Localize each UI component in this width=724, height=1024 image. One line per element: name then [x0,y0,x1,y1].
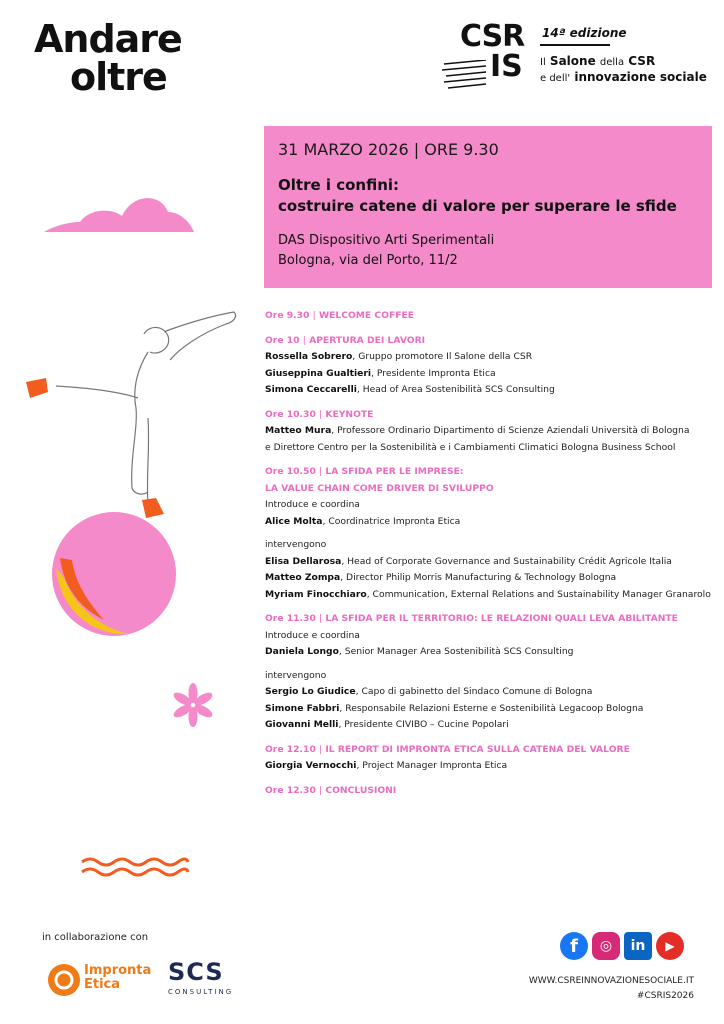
moderator-role: , Coordinatrice Impronta Etica [322,515,461,527]
speakers-label: intervengono [265,539,327,550]
speakers-label: intervengono [265,669,327,681]
social-icons [560,932,684,960]
speaker-role: , Presidente CIVIBO – Cucine Popolari [338,719,509,730]
speaker-role: , Head of Corporate Governance and Sustainability Crédit Agricole Italia [341,555,672,567]
section-time: Ore 11.30 [265,613,316,624]
venue-line2: Bologna, via del Porto, 11/2 [278,253,458,268]
speaker-row [265,570,715,587]
pink-cloud-icon [40,188,196,236]
event-header-box [264,126,712,288]
speaker-name: Giorgia Vernocchi [265,760,357,771]
salone-il: Il [540,57,546,68]
salone-line1 [540,54,655,68]
brand-title [34,17,182,99]
scs-subtitle: CONSULTING [168,988,234,996]
moderator-name: Daniela Longo [265,646,339,657]
speaker-name: Elisa Dellarosa [265,555,342,567]
section-time: Ore 10.50 [265,466,316,477]
section-title: APERTURA DEI LAVORI [309,334,426,346]
speaker-role: , Director Philip Morris Manufacturing & Technology Bologna [340,572,617,583]
speaker-name: Giuseppina Gualtieri [265,367,372,379]
moderator-name: Alice Molta [265,515,323,527]
speaker-role: , Gruppo promotore Il Salone della CSR [352,351,533,362]
agenda-section-heading [265,742,715,759]
brand-title-line2: oltre [70,55,167,99]
speaker-row [265,366,715,383]
youtube-icon[interactable]: ▶ [656,932,684,960]
instagram-icon[interactable]: ◎ [592,932,620,960]
agenda-section-heading [265,464,715,481]
speaker-role: , Project Manager Impronta Etica [356,760,508,771]
speaker-name: Simona Ceccarelli [265,384,357,395]
moderator-label: Introduce e coordina [265,499,360,510]
speaker-row [265,684,715,701]
section-title: LA SFIDA PER IL TERRITORIO: LE RELAZIONI QUALI LEVA ABILITANTE [325,613,678,624]
section-time: Ore 12.30 [265,784,316,796]
section-title: WELCOME COFFEE [318,310,415,321]
linkedin-icon[interactable]: in [624,932,652,960]
separator: | [319,408,323,420]
salone-line2 [540,70,707,84]
speaker-row [265,701,715,718]
speaker-role: , Presidente Impronta Etica [371,367,496,379]
agenda-section-heading [265,611,715,628]
separator: | [319,743,323,755]
edition-label: 14ª edizione [542,26,627,40]
section-title: IL REPORT DI IMPRONTA ETICA SULLA CATENA DEL VALORE [325,743,630,755]
speaker-role: , Communication, External Relations and Sustainability Manager Granarolo [366,588,711,600]
impronta-etica-logo[interactable] [46,960,156,1000]
event-title-line2: costruire catene di valore per superare le sfide [278,197,677,215]
event-title [278,175,698,217]
website-link[interactable]: WWW.CSREINNOVAZIONESOCIALE.IT [528,976,694,986]
event-venue [278,231,698,271]
speaker-name: Simone Fabbri [265,702,340,714]
separator: | [302,334,306,346]
salone-csr: CSR [628,54,656,68]
section-time: Ore 12.10 [265,743,316,755]
speaker-name: Myriam Finocchiaro [265,588,367,600]
orange-wave-icon [80,854,190,878]
salone-word: Salone [549,54,596,68]
separator: | [319,466,323,477]
speaker-name: Sergio Lo Giudice [265,686,356,697]
moderator-role: , Senior Manager Area Sostenibilità SCS Consulting [338,646,574,657]
agenda-section-heading [265,407,715,424]
scs-text: SCS [168,958,224,986]
speaker-row [265,382,715,399]
agenda-section-heading [265,308,715,325]
speaker-role: , Professore Ordinario Dipartimento di Scienze Aziendali Università di Bologna [331,425,690,436]
section-time: Ore 10.30 [265,408,316,420]
speaker-name: Rossella Sobrero [265,351,353,362]
agenda [265,308,715,799]
csris-logo [442,19,707,92]
logo-csr: CSR [460,19,525,54]
event-title-line1: Oltre i confini: [278,176,400,194]
brand-title-line1: Andare [34,17,182,61]
salone-innovazione: innovazione sociale [574,70,707,84]
speaker-row [265,717,715,734]
impronta-line1: Impronta [84,963,152,978]
hashtag: #CSRIS2026 [636,991,694,1001]
speaker-row [265,587,715,604]
speaker-role-continued: e Direttore Centro per la Sostenibilità e i Cambiamenti Climatici Bologna Business School [265,441,676,453]
pink-flower-icon [170,682,216,728]
speaker-row [265,423,715,440]
speaker-role: , Capo di gabinetto del Sindaco Comune di Bologna [355,686,593,697]
separator: | [319,784,323,796]
moderator-row [265,514,715,531]
section-title-line2: LA VALUE CHAIN COME DRIVER DI SVILUPPO [265,482,494,494]
collaboration-label: in collaborazione con [42,932,149,943]
impronta-text [84,964,151,992]
section-title: LA SFIDA PER LE IMPRESE: [325,466,464,477]
separator: | [319,613,323,624]
impronta-line2: Etica [84,977,121,992]
speaker-name: Matteo Mura [265,425,332,436]
speaker-row [265,758,715,775]
event-date-time: 31 MARZO 2026 | ORE 9.30 [278,140,499,159]
facebook-icon[interactable]: f [560,932,588,960]
speaker-row [265,554,715,571]
scs-consulting-logo[interactable] [168,958,248,1002]
section-title: CONCLUSIONI [325,784,397,796]
agenda-section-heading [265,333,715,350]
separator: | [312,310,316,321]
section-time: Ore 10 [265,334,300,346]
speaker-name: Matteo Zompa [265,572,341,583]
section-time: Ore 9.30 [265,310,310,321]
edition-underline [540,44,610,46]
speaker-row [265,349,715,366]
impronta-mark-icon [46,962,82,998]
agenda-section-heading [265,783,715,800]
speaker-role: , Head of Area Sostenibilità SCS Consulting [356,384,555,395]
moderator-row [265,644,715,661]
speaker-name: Giovanni Melli [265,719,339,730]
venue-line1: DAS Dispositivo Arti Sperimentali [278,233,495,248]
speaker-role: , Responsabile Relazioni Esterne e Sostenibilità Legacoop Bologna [339,702,644,714]
salone-della: della [599,57,625,68]
moderator-label: Introduce e coordina [265,629,360,641]
section-title: KEYNOTE [325,408,374,420]
acrobat-figure-icon [20,308,250,648]
logo-is: IS [490,49,523,84]
salone-edell: e dell' [540,73,571,84]
speed-lines-icon [442,60,492,90]
